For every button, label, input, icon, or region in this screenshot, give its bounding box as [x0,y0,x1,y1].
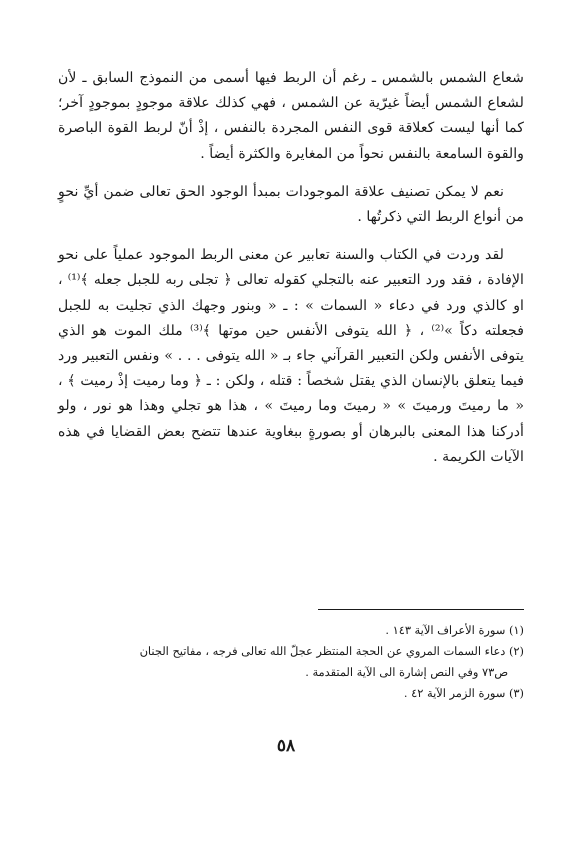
footnote-1: (١) سورة الأعراف الآية ١٤٣ . [385,623,524,637]
paragraph-1: شعاع الشمس بالشمس ـ رغم أن الربط فيها أسمى من النموذج السابق ـ لأن لشعاع الشمس أيضاً غيرّية عن الشمس ، فهي كذلك علاقة موجودٍ بموجودٍ آخر؛ كما أنها ليست كعلاقة قوى النفس المجردة بالنفس ، إذْ أنّ لربط القوة الباصرة والقوة السامعة بالنفس نحواً من المغايرة والكثرة أيضاً . [58,70,524,162]
footnote-2: (٢) دعاء السمات المروي عن الحجة المنتظر عجلّ الله تعالى فرجه ، مفاتيح الجنان [139,644,524,658]
paragraph-2: نعم لا يمكن تصنيف علاقة الموجودات بمبدأ الوجود الحق تعالى ضمن أيِّ نحوٍ من أنواع الربط التي ذكرتُها . [58,183,524,226]
paragraph-3: لقد وردت في الكتاب والسنة تعابير عن معنى الربط الموجود عملياً على نحو الإفادة ، فقد ورد التعبير عنه بالتجلي كقوله تعالى ﴿ تجلى ربه للجبل جعله ﴾⁽¹⁾ ، او كالذي ورد في دعاء « السمات » : ـ « وبنور وجهك الذي تجليت به للجبل فجعلته دكاً »⁽²⁾ ، ﴿ الله يتوفى الأنفس حين موتها ﴾⁽³⁾ ملك الموت هو الذي يتوفى الأنفس ولكن التعبير القرآني جاء بـ « الله يتوفى . . . » ونفس التعبير ورد فيما يتعلق بالإنسان الذي يقتل شخصاً : قتله ، ولكن : ـ ﴿ وما رميت إذْ رميت ﴾ ، « ما رميتَ ورميتَ » « رميتَ وما رميتَ » ، هذا هو تجلي وهذا هو نور ، ولو أدركنا هذا المعنى بالبرهان أو بصورةٍ ببغاوية عندها تتضح بعض القضايا في هذه الآيات الكريمة . [58,247,524,465]
page-number: ٥٨ [276,736,296,756]
footnotes [58,620,524,704]
footnote-3: (٣) سورة الزمر الآية ٤٢ . [403,686,524,700]
footnote-separator [318,609,524,610]
main-text [58,66,524,470]
footnote-2-continued: ص٧٣ وفي النص إشارة الى الآية المتقدمة . [305,665,508,679]
